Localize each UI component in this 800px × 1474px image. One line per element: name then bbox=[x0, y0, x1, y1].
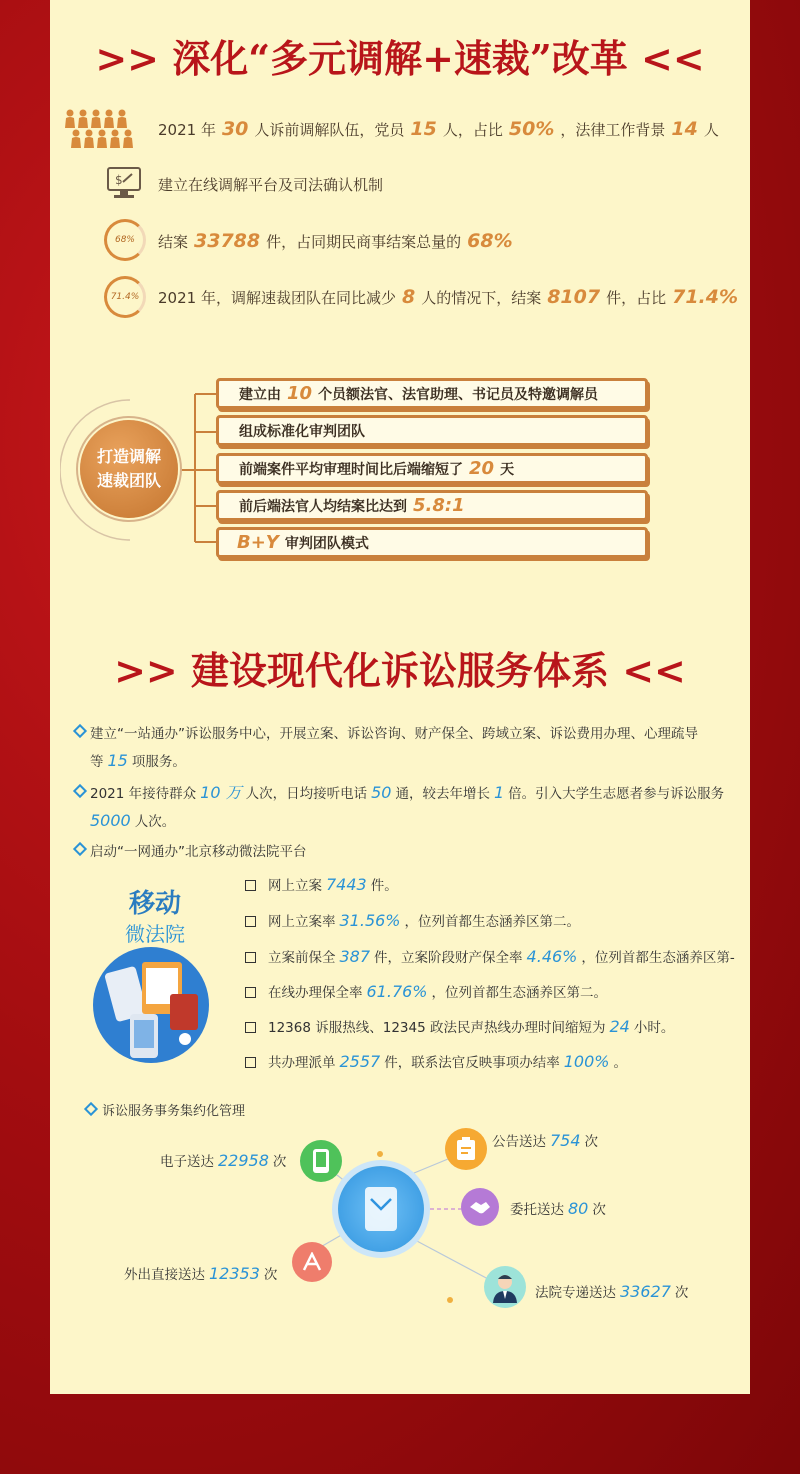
mobile-court-launch-text: 启动“一网通办”北京移动微法院平台 bbox=[90, 844, 307, 860]
service-center-text: 建立“一站通办”诉讼服务中心，开展立案、诉讼咨询、财产保全、跨域立案、诉讼费用办理、心理疏导 bbox=[90, 726, 698, 742]
checkbox-icon bbox=[245, 1057, 256, 1068]
list-item-online-preservation: 在线办理保全率 61.76% ，位列首都生态涵养区第二。 bbox=[268, 982, 608, 1001]
hub-title: 诉讼服务事务集约化管理 bbox=[102, 1104, 246, 1119]
stat-online-platform: 建立在线调解平台及司法确认机制 bbox=[158, 176, 384, 194]
list-item-dispatch: 共办理派单 2557 件，联系法官反映事项办结率 100% 。 bbox=[268, 1052, 627, 1071]
mobile-court-illustration bbox=[90, 944, 212, 1066]
list-item-preservation: 立案前保全 387 件，立案阶段财产保全率 4.46% ，位列首都生态涵养区第- bbox=[268, 947, 735, 966]
stat-cases-closed: 结案 33788 件，占同期民商事结案总量的 68% bbox=[158, 230, 513, 252]
checkbox-icon bbox=[245, 916, 256, 927]
hub-center-icon bbox=[338, 1166, 424, 1252]
handshake-icon bbox=[461, 1188, 499, 1226]
label-notice-delivery: 公告送达 754 次 bbox=[492, 1131, 599, 1150]
label-court-express-delivery: 法院专递送达 33627 次 bbox=[535, 1282, 689, 1301]
service-center-count: 等 15 项服务。 bbox=[90, 751, 186, 770]
checkbox-icon bbox=[245, 987, 256, 998]
ring-68-percent: 68% bbox=[104, 219, 146, 261]
svg-text:$: $ bbox=[115, 173, 123, 187]
clipboard-icon bbox=[445, 1128, 487, 1170]
section1-title: >> 深化“多元调解+速裁”改革 << bbox=[95, 36, 705, 81]
team-item-1: 建立由 10 个员额法官、法官助理、书记员及特邀调解员 bbox=[216, 378, 648, 409]
stat-mediation-team: 2021 年，调解速裁团队在同比减少 8 人的情况下，结案 8107 件，占比 71.4% bbox=[158, 286, 739, 308]
people-group-icon bbox=[64, 108, 148, 152]
list-item-online-filing: 网上立案 7443 件。 bbox=[268, 875, 398, 894]
volunteers-text: 5000 人次。 bbox=[90, 811, 176, 830]
judge-avatar-icon bbox=[484, 1266, 526, 1308]
label-entrusted-delivery: 委托送达 80 次 bbox=[510, 1199, 606, 1218]
list-item-hotline: 12368 诉服热线、12345 政法民声热线办理时间缩短为 24 小时。 bbox=[268, 1017, 675, 1036]
team-label-circle: 打造调解 速裁团队 bbox=[80, 420, 178, 518]
mobile-court-logo-subtitle: 微法院 bbox=[125, 922, 185, 946]
label-electronic-delivery: 电子送达 22958 次 bbox=[160, 1151, 287, 1170]
section2-title: >> 建设现代化诉讼服务体系 << bbox=[114, 648, 686, 693]
mobile-court-logo-title: 移动 bbox=[128, 889, 181, 919]
label-outgoing-delivery: 外出直接送达 12353 次 bbox=[124, 1264, 278, 1283]
team-item-2: 组成标准化审判团队 bbox=[216, 415, 648, 446]
checkbox-icon bbox=[245, 880, 256, 891]
team-item-3: 前端案件平均审理时间比后端缩短了 20 天 bbox=[216, 453, 648, 484]
phone-icon bbox=[300, 1140, 342, 1182]
ring-71-percent: 71.4% bbox=[104, 276, 146, 318]
team-item-4: 前后端法官人均结案比达到 5.8:1 bbox=[216, 490, 648, 521]
visitors-text: 2021 年接待群众 10 万 人次，日均接听电话 50 通，较去年增长 1 倍。引入大学生志愿者参与诉讼服务 bbox=[90, 783, 725, 802]
checkbox-icon bbox=[245, 952, 256, 963]
list-item-filing-rate: 网上立案率 31.56% ，位列首都生态涵养区第二。 bbox=[268, 911, 581, 930]
team-item-5: B+Y 审判团队模式 bbox=[216, 527, 648, 558]
checkbox-icon bbox=[245, 1022, 256, 1033]
online-platform-icon bbox=[106, 166, 142, 200]
stat-team-size: 2021 年 30 人诉前调解队伍，党员 15 人，占比 50% ，法律工作背景 14 人 bbox=[158, 118, 719, 140]
appstore-icon bbox=[292, 1242, 332, 1282]
